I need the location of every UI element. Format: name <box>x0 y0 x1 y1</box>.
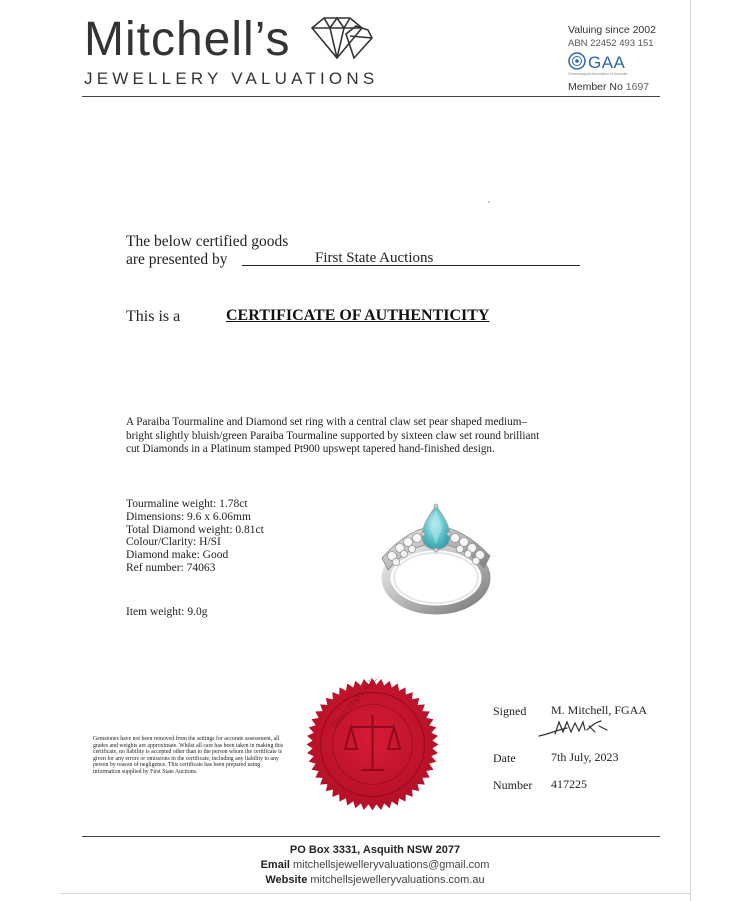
specs-list <box>126 498 264 575</box>
certificate-title: CERTIFICATE OF AUTHENTICITY <box>226 307 490 324</box>
member-number <box>568 81 649 93</box>
gaa-emblem-icon <box>568 52 586 70</box>
this-is-label: This is a <box>126 308 181 325</box>
brand-tagline: JEWELLERY VALUATIONS <box>84 69 379 88</box>
disclaimer-text: Gemstones have not been removed from the settings for accurate assessment, all grades and weights are approximate. Whilst all care has been taken in making this certificate, no liability is accepted other than to the person whom the certificate is given for any errors or omissions in the certificate, including any liability to any person by reason of negligence. This certificate has been prepared using information supplied by First State Auctions. <box>93 736 284 775</box>
spec-line: Colour/Clarity: H/SI <box>126 536 221 549</box>
scan-speck <box>488 201 490 203</box>
footer-divider <box>82 836 660 837</box>
presented-line-2: are presented by <box>126 251 228 268</box>
footer-email-row <box>0 859 750 871</box>
spec-line: Tourmaline weight: 1.78ct <box>126 498 248 510</box>
date-value: 7th July, 2023 <box>551 750 619 764</box>
red-wax-seal <box>305 677 440 812</box>
member-value: 1697 <box>625 81 650 93</box>
number-value: 417225 <box>551 777 587 791</box>
member-label: Member No <box>568 81 623 93</box>
email-label: Email <box>260 859 290 871</box>
date-label: Date <box>493 751 516 765</box>
signed-value: M. Mitchell, FGAA <box>551 703 647 717</box>
presented-to: First State Auctions <box>315 250 434 266</box>
page-edge-right <box>690 0 691 901</box>
abn-number: ABN 22452 493 151 <box>568 37 654 49</box>
item-weight: Item weight: 9.0g <box>126 606 208 618</box>
website-label: Website <box>265 874 308 886</box>
spec-line: Dimensions: 9.6 x 6.06mm <box>126 510 251 523</box>
header-info <box>568 24 656 50</box>
footer-address: PO Box 3331, Asquith NSW 2077 <box>289 844 461 856</box>
gaa-fullname: Gemmological Association of Australia <box>568 72 628 76</box>
presented-line-1: The below certified goods <box>126 233 289 250</box>
header-divider <box>82 96 660 97</box>
signed-label: Signed <box>493 704 527 718</box>
email-link[interactable]: mitchellsjewelleryvaluations@gmail.com <box>293 859 490 871</box>
spec-line: Diamond make: Good <box>126 549 229 562</box>
spec-line: Total Diamond weight: 0.81ct <box>126 523 264 536</box>
page-edge-bottom <box>60 893 691 894</box>
valuing-since: Valuing since 2002 <box>568 24 656 36</box>
spec-line: Ref number: 74063 <box>126 561 216 574</box>
number-label: Number <box>493 778 533 792</box>
gaa-label: GAA <box>588 53 626 72</box>
brand-name: Mitchell’s <box>84 13 291 66</box>
website-link[interactable]: mitchellsjewelleryvaluations.com.au <box>310 874 485 886</box>
diamond-logo-icon <box>306 14 376 62</box>
footer-website-row <box>0 874 750 886</box>
item-description: A Paraiba Tourmaline and Diamond set ring with a central claw set pear shaped medium–bright slightly bluish/green Paraiba Tourmaline supported by sixteen claw set round brilliant cut Diamonds in a Platinum stamped Pt900 upswept tapered hand-finished design. <box>126 416 540 456</box>
handwritten-signature <box>537 718 617 740</box>
ring-photo <box>372 498 502 618</box>
